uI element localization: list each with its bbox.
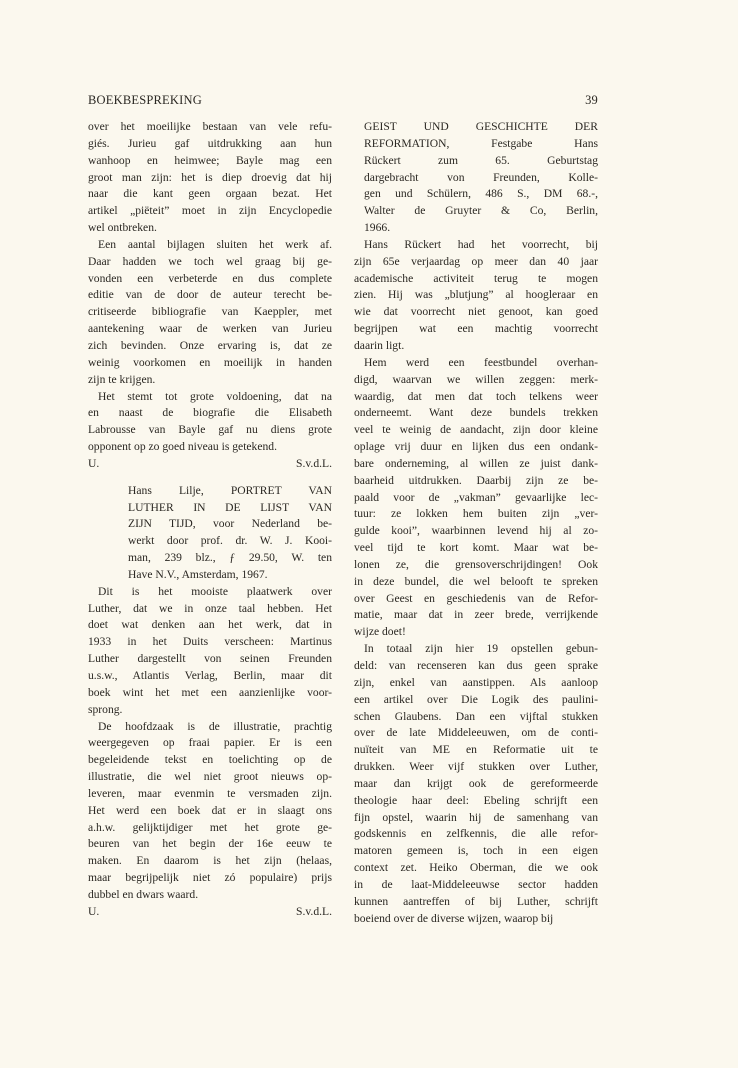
text-line: fijn opstel, waarin hij de samenhang van — [354, 810, 598, 824]
text-line: weinig voorkomen en moeilijk in handen — [88, 355, 332, 369]
right-paragraph-2 — [354, 355, 598, 641]
text-line: in deze bundel, die wel belooft te spreken — [354, 574, 598, 588]
text-line: lonen ze, die grensoverschrijdingen! Ook — [354, 557, 598, 571]
text-line: wijze doet! — [354, 625, 406, 639]
text-line: leveren, maar evenmin te versmaden zijn. — [88, 786, 332, 800]
text-line: Luther, dat we in onze taal hebben. Het — [88, 601, 332, 615]
right-column — [354, 119, 598, 928]
text-line: Het stemt tot grote voldoening, dat na — [98, 389, 332, 403]
left-paragraph-4 — [88, 584, 332, 719]
text-line: paald voor de „vakman” gevaarlijke lec- — [354, 490, 598, 504]
text-line: u.s.w., Atlantis Verlag, Berlin, maar dit — [88, 669, 332, 682]
text-line: zien. Hij was „blutjung” al hoogleraar en — [354, 288, 598, 302]
text-line: a.h.w. gelijktijdiger met het grote ge- — [88, 820, 332, 834]
text-line: wel ontbreken. — [88, 221, 157, 235]
text-line: zijn te krijgen. — [88, 372, 156, 386]
text-line: onderneemt. Want deze bundels trekken — [354, 406, 598, 420]
text-line: weergegeven op fraai papier. Er is een — [88, 736, 332, 750]
left-paragraph-3 — [88, 389, 332, 456]
text-line: theologie haar deel: Ebeling schrijft een — [354, 793, 598, 807]
text-line: giés. Jurieu gaf uitdrukking aan hun — [88, 136, 332, 150]
right-paragraph-3 — [354, 641, 598, 927]
text-line: boeiend over de diverse wijzen, waarop bij — [354, 911, 554, 925]
text-line: editie van de door de auteur terecht be- — [88, 288, 332, 302]
signature-1 — [88, 456, 332, 473]
text-line: bare onderneming, al willen ze juist dank- — [354, 456, 598, 470]
text-line: waardig, dat men dat toch telkens weer — [354, 389, 598, 403]
text-line: gulde kooi”, waarbinnen levend hij al zo- — [354, 524, 598, 538]
text-line: schen Glaubens. Dan een vijftal stukken — [354, 709, 598, 723]
text-line: De hoofdzaak is de illustratie, prachtig — [98, 719, 332, 733]
text-line: LUTHER IN DE LIJST VAN — [128, 500, 332, 514]
text-line: in de laat-Middeleeuwse sector hadden — [354, 877, 598, 891]
text-line: academische activiteit terug te mogen — [354, 271, 598, 285]
text-line: boek wint het met een aanzienlijke voor- — [88, 685, 332, 699]
text-line: Het werd een boek dat er in slaagt ons — [88, 803, 332, 817]
text-line: Walter de Gruyter & Co, Berlin, — [364, 204, 598, 218]
text-line: zich bevinden. Onze ervaring is, dat ze — [88, 338, 332, 352]
text-line: over Geest en geschiedenis van de Refor- — [354, 591, 598, 605]
text-line: tuur: ze lokken hem buiten zijn „ver- — [354, 507, 598, 521]
text-line: Hem werd een feestbundel overhan- — [364, 355, 598, 369]
bibliographic-entry-rueckert — [354, 119, 598, 237]
left-paragraph-2 — [88, 237, 332, 389]
text-line: GEIST UND GESCHICHTE DER — [364, 120, 598, 133]
text-line: Have N.V., Amsterdam, 1967. — [128, 567, 268, 581]
text-line: 1966. — [364, 221, 391, 235]
text-line: digd, waarvan we willen zeggen: merk- — [354, 372, 598, 386]
text-line: en naast de biografie die Elisabeth — [88, 406, 332, 420]
text-line: dubbel en dwars waard. — [88, 887, 199, 901]
text-line: wanhoop en heimwee; Bayle mag een — [88, 153, 332, 167]
text-line: daarin ligt. — [354, 338, 405, 352]
text-line: man, 239 blz., ƒ 29.50, W. ten — [128, 551, 332, 565]
signature-author: S.v.d.L. — [296, 904, 332, 918]
text-line: doet wat denken aan het werk, dat in — [88, 618, 332, 632]
page-number: 39 — [585, 93, 598, 107]
text-line: ZIJN TIJD, voor Nederland be- — [128, 517, 332, 531]
text-line: kunnen aantreffen of bij Luther, schrijft — [354, 894, 598, 908]
text-line: illustratie, die wel niet groot nieuws op- — [88, 770, 332, 784]
signature-initial: U. — [88, 904, 100, 918]
text-line: critiseerde bibliografie van Kaeppler, met — [88, 305, 332, 319]
text-line: matoren gemeen is, toch in een eigen — [354, 844, 598, 858]
text-line: Rückert zum 65. Geburtstag — [364, 153, 598, 167]
text-line: Luther dargestellt von seinen Freunden — [88, 652, 332, 666]
left-paragraph-5 — [88, 719, 332, 904]
signature-initial: U. — [88, 456, 100, 470]
text-line: maar begrijpelijk niet zó populaire) prijs — [88, 871, 332, 885]
left-column — [88, 119, 332, 921]
text-line: zijn 65e verjaardag op meer dan 40 jaar — [354, 254, 598, 268]
text-line: beuren van het begin der 16e eeuw te — [88, 837, 332, 851]
running-head: BOEKBESPREKING — [88, 93, 202, 107]
text-line: vonden een verbeterde en dus complete — [88, 271, 332, 285]
text-line: Een aantal bijlagen sluiten het werk af. — [98, 237, 332, 251]
text-line: maken. En daarom is het zijn (helaas, — [88, 854, 332, 868]
text-line: over de late Middeleeuwen, om de conti- — [354, 726, 598, 740]
text-line: begrijpen wat een machtig voorrecht — [354, 322, 598, 336]
text-line: groot man zijn: het is diep droevig dat hij — [88, 170, 332, 184]
text-line: Labrousse van Bayle gaf nu diens grote — [88, 423, 332, 437]
bibliographic-entry-lilje — [88, 483, 332, 584]
text-line: context zet. Heiko Oberman, die we ook — [354, 861, 598, 875]
text-line: wie dat voorrecht niet genoot, kan goed — [354, 305, 598, 319]
text-line: Hans Lilje, PORTRET VAN — [128, 483, 332, 497]
text-line: REFORMATION, Festgabe Hans — [364, 136, 598, 150]
text-line: 1933 in het Duits verscheen: Martinus — [88, 635, 332, 649]
text-line: werkt door prof. dr. W. J. Kooi- — [128, 534, 332, 548]
text-line: matie, maar dat in zeer brede, verrijkende — [354, 608, 598, 622]
text-line: oplage vrij duur en lijken dus een ondank- — [354, 440, 598, 454]
text-line: begeleidende tekst en toelichting op de — [88, 753, 332, 767]
text-line: gen und Schülern, 486 S., DM 68.-, — [364, 187, 598, 201]
text-line: dargebracht von Freunden, Kolle- — [364, 170, 598, 184]
text-line: godskennis en zelfkennis, die alle refor- — [354, 827, 598, 841]
right-paragraph-1 — [354, 237, 598, 355]
text-line: Dit is het mooiste plaatwerk over — [98, 584, 332, 598]
text-line: deld: van recenseren kan dus geen sprake — [354, 659, 598, 672]
text-line: nuïteit van ME en Reformatie uit te — [354, 743, 598, 757]
text-line: veel te weinig de aandacht, zijn door kleine — [354, 423, 598, 437]
text-line: artikel „piëteit” moet in zijn Encyclopedie — [88, 204, 332, 218]
text-line: veel tijd te kort komt. Maar wat be- — [354, 541, 598, 555]
signature-2 — [88, 904, 332, 921]
text-line: een artikel over Die Logik des paulini- — [354, 692, 598, 706]
text-line: In totaal zijn hier 19 opstellen gebun- — [364, 642, 598, 656]
text-line: Daar hadden we toch wel graag bij ge- — [88, 254, 332, 268]
text-line: baarheid uitdrukken. Daarbij zijn ze be- — [354, 473, 598, 487]
signature-author: S.v.d.L. — [296, 456, 332, 470]
text-line: maar dan krijgt ook de gereformeerde — [354, 776, 598, 790]
text-line: aantekening waar de werken van Jurieu — [88, 322, 332, 336]
text-line: sprong. — [88, 702, 123, 716]
text-line: zijn, enkel van aanstippen. Als aanloop — [354, 675, 598, 689]
text-line: naar die kant geen orgaan bezat. Het — [88, 187, 332, 201]
left-paragraph-1 — [88, 119, 332, 237]
text-line: Hans Rückert had het voorrecht, bij — [364, 237, 598, 251]
text-line: drukken. Weer vijf stukken over Luther, — [354, 760, 598, 774]
text-line: over het moeilijke bestaan van vele refu- — [88, 120, 332, 133]
text-line: opponent op zo goed niveau is getekend. — [88, 440, 277, 454]
